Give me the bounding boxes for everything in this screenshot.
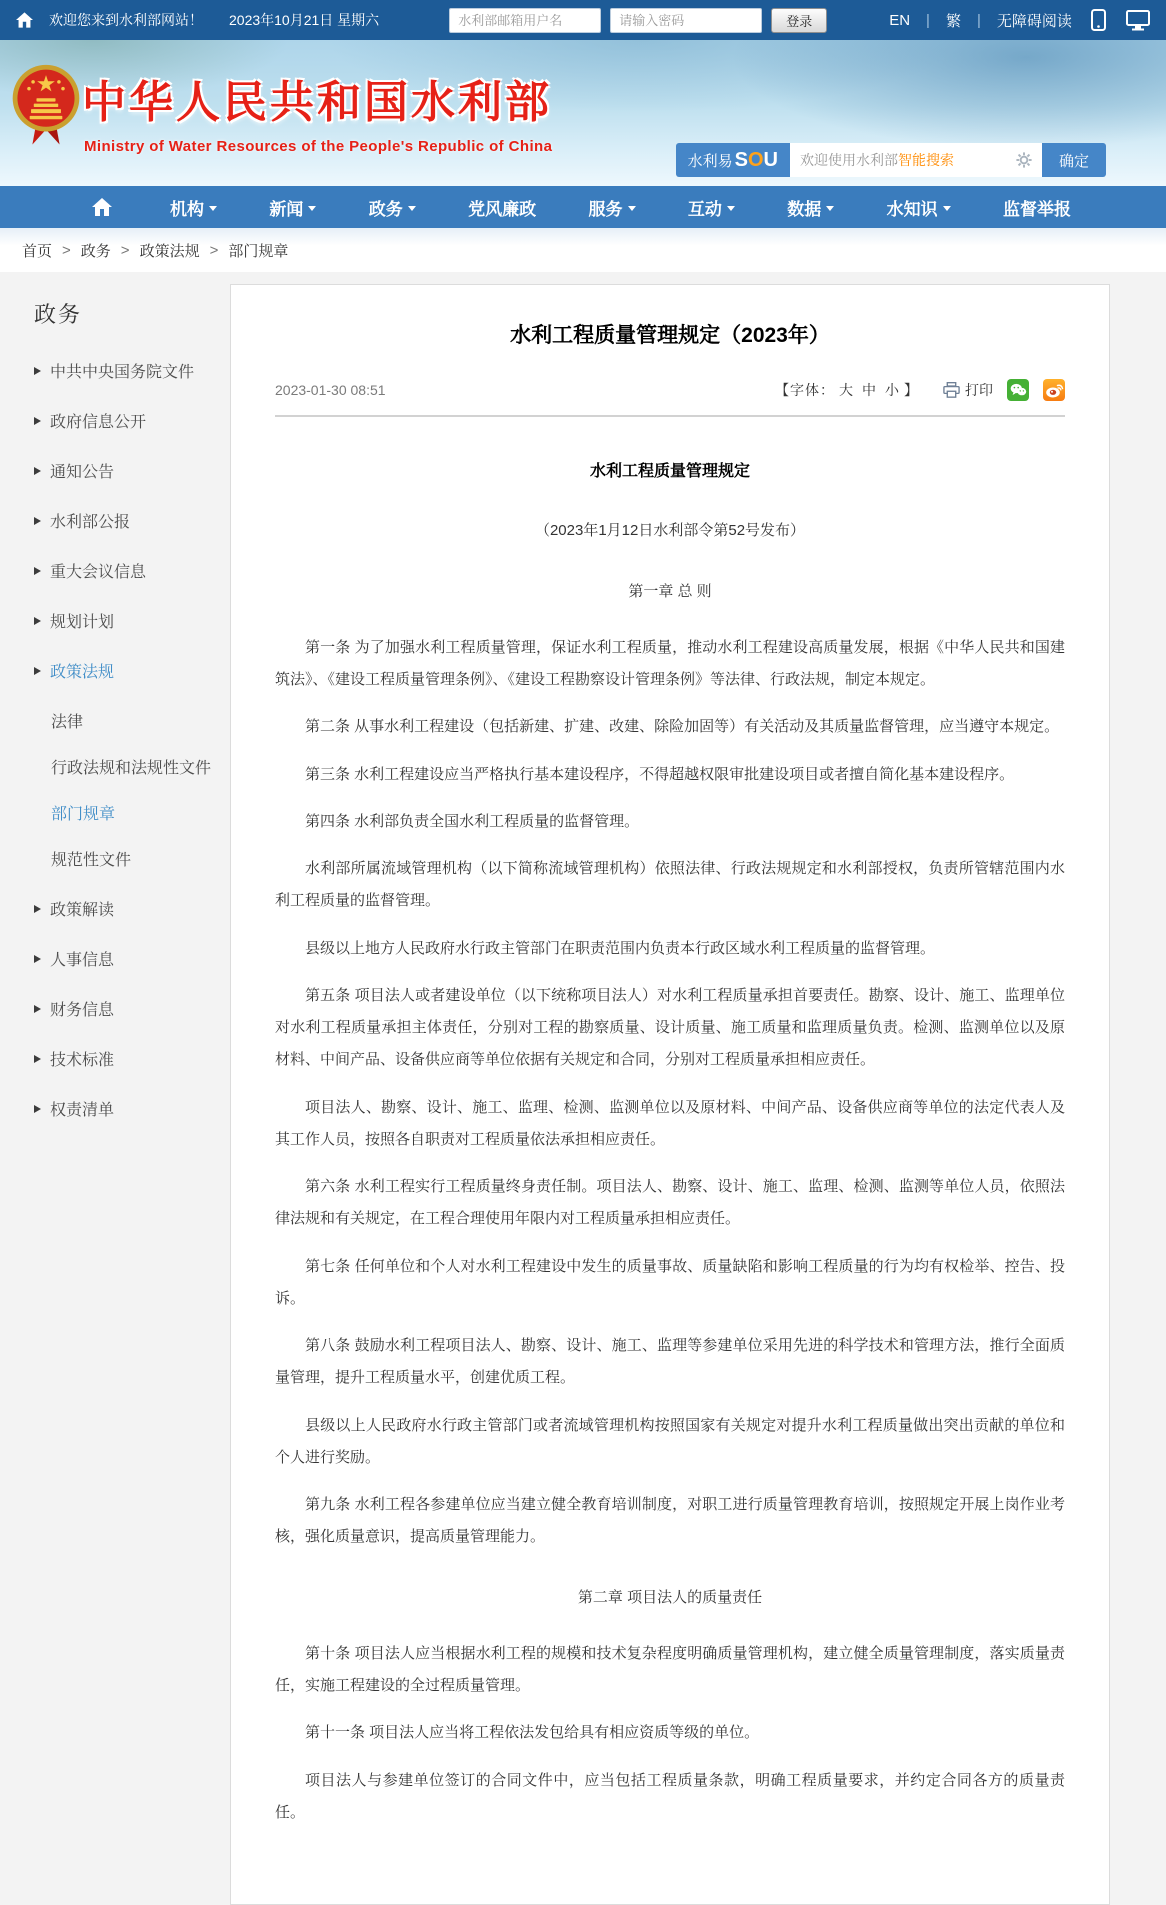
article-paragraph: 第二条 从事水利工程建设（包括新建、扩建、改建、除险加固等）有关活动及其质量监督管理，应当遵守本规定。 [305, 718, 1060, 736]
lang-traditional-link[interactable]: 繁 [945, 12, 961, 30]
triangle-bullet-icon [34, 955, 41, 963]
nav-item[interactable]: 机构 [170, 195, 217, 220]
triangle-bullet-icon [34, 617, 41, 625]
welcome-text: 欢迎您来到水利部网站！ [49, 12, 203, 28]
sidebar-item[interactable]: 中共中央国务院文件 [34, 359, 216, 382]
triangle-bullet-icon [34, 905, 41, 913]
nav-item[interactable]: 数据 [787, 195, 834, 220]
chevron-down-icon [826, 206, 834, 211]
search-settings-gear-icon[interactable] [1016, 152, 1032, 168]
home-icon[interactable] [16, 12, 33, 28]
chevron-down-icon [209, 206, 217, 211]
nav-items [170, 195, 1071, 220]
chevron-down-icon [628, 206, 636, 211]
lang-en-link[interactable]: EN [889, 11, 911, 29]
article-paragraph: 第九条 水利工程各参建单位应当建立健全教育培训制度，对职工进行质量管理教育培训，按照规定开展上岗作业考核，强化质量意识，提高质量管理能力。 [275, 1496, 1065, 1546]
mobile-phone-icon[interactable] [1091, 9, 1106, 31]
login-button[interactable]: 登录 [771, 8, 827, 33]
triangle-bullet-icon [34, 1005, 41, 1013]
triangle-bullet-icon [34, 367, 41, 375]
topbar [0, 0, 1166, 40]
mail-username-input[interactable] [449, 8, 601, 33]
national-emblem-logo [12, 64, 80, 146]
search-brand: 水利易 SOU [676, 143, 790, 177]
nav-item[interactable]: 政务 [369, 195, 416, 220]
sidebar-item[interactable]: 技术标准 [34, 1047, 216, 1070]
sidebar-item[interactable]: 政策解读 [34, 897, 216, 920]
sidebar-item[interactable]: 通知公告 [34, 459, 216, 482]
triangle-bullet-icon [34, 1055, 41, 1063]
font-small-button[interactable]: 小 [885, 382, 900, 398]
article-paragraph: 水利部所属流域管理机构（以下简称流域管理机构）依照法律、行政法规规定和水利部授权，负责所管辖范围内水利工程质量的监督管理。 [275, 860, 1065, 910]
site-banner [0, 40, 1166, 186]
breadcrumb-item[interactable]: 政务 > [80, 241, 130, 260]
nav-item[interactable]: 互动 [688, 195, 735, 220]
nav-item[interactable]: 水知识 [887, 195, 951, 220]
chevron-down-icon [727, 206, 735, 211]
sidebar-item[interactable]: 法律 [51, 714, 84, 731]
desktop-monitor-icon[interactable] [1126, 10, 1150, 31]
article-paragraph: 第一条 为了加强水利工程质量管理，保证水利工程质量，推动水利工程建设高质量发展，根据《中华人民共和国建筑法》、《建设工程质量管理条例》、《建设工程勘察设计管理条例》等法律、行政法规，制定本规定。 [275, 638, 1065, 689]
font-large-button[interactable]: 大 [839, 382, 854, 398]
article-paragraph: 第二章 项目法人的质量责任 [577, 1588, 763, 1606]
chevron-down-icon [408, 206, 416, 211]
sidebar-item[interactable]: 人事信息 [34, 947, 216, 970]
divider: | [926, 11, 930, 29]
triangle-bullet-icon [34, 417, 41, 425]
sidebar-item[interactable]: 规划计划 [34, 609, 216, 632]
article-paragraph: 第十条 项目法人应当根据水利工程的规模和技术复杂程度明确质量管理机构，建立健全质量管理制度，落实质量责任，实施工程建设的全过程质量管理。 [275, 1644, 1065, 1695]
article-paragraph: 第五条 项目法人或者建设单位（以下统称项目法人）对水利工程质量承担首要责任。勘察、设计、施工、监理单位对水利工程质量承担主体责任，分别对工程的勘察质量、设计质量、施工质量和监理质量负责。检测、监测单位以及原材料、中间产品、设备供应商等单位依据有关规定和合同，分别对工程质量承担相应责任。 [275, 986, 1065, 1069]
sidebar-item[interactable]: 重大会议信息 [34, 559, 216, 582]
sidebar-title: 政务 [34, 302, 83, 327]
printer-icon [943, 382, 960, 398]
sidebar-item[interactable]: 政府信息公开 [34, 409, 216, 432]
password-input[interactable] [610, 8, 762, 33]
meta-divider [275, 415, 1065, 417]
breadcrumb-separator: > [62, 241, 71, 259]
article-tools [775, 379, 1065, 401]
chevron-down-icon [308, 206, 316, 211]
article-paragraph: 项目法人与参建单位签订的合同文件中，应当包括工程质量条款，明确工程质量要求，并约定合同各方的质量责任。 [275, 1771, 1065, 1821]
site-title-block [82, 66, 552, 155]
sidebar-item[interactable]: 部门规章 [51, 806, 116, 823]
nav-home-link[interactable] [92, 198, 112, 216]
article-paragraph: 第八条 鼓励水利工程项目法人、勘察、设计、施工、监理等参建单位采用先进的科学技术和管理方法，推行全面质量管理，提升工程质量水平，创建优质工程。 [275, 1337, 1065, 1387]
article-paragraph: 项目法人、勘察、设计、施工、监理、检测、监测单位以及原材料、中间产品、设备供应商等单位的法定代表人及其工作人员，按照各自职责对工程质量依法承担相应责任。 [275, 1098, 1065, 1148]
triangle-bullet-icon [34, 517, 41, 525]
breadcrumb-item[interactable]: 政策法规 > [139, 241, 219, 260]
magnifier-o-icon: O [747, 148, 764, 171]
publish-time: 2023-01-30 08:51 [275, 382, 386, 398]
main-nav [0, 186, 1166, 228]
site-title-en: Ministry of Water Resources of the People's Republic of China [84, 138, 553, 155]
breadcrumb-separator: > [209, 241, 219, 259]
search-submit-button[interactable]: 确定 [1042, 143, 1106, 177]
triangle-bullet-icon [34, 1105, 41, 1113]
nav-item[interactable]: 监督举报 [1003, 199, 1071, 219]
triangle-bullet-icon [34, 567, 41, 575]
accessibility-link[interactable]: 无障碍阅读 [996, 12, 1072, 30]
sidebar-item[interactable]: 行政法规和法规性文件 [51, 760, 212, 777]
print-button[interactable]: 打印 [943, 380, 993, 400]
chevron-down-icon [943, 206, 951, 211]
article-paragraph: 第六条 水利工程实行工程质量终身责任制。项目法人、勘察、设计、施工、监理、检测、监测等单位人员，依照法律法规和有关规定，在工程合理使用年限内对工程质量承担相应责任。 [275, 1178, 1065, 1228]
breadcrumb-item[interactable]: 首页 > [22, 241, 71, 260]
article-paragraph: 第十一条 项目法人应当将工程依法发包给具有相应资质等级的单位。 [305, 1724, 760, 1742]
current-date: 2023年10月21日 星期六 [229, 12, 380, 28]
article-panel [230, 284, 1110, 1905]
site-search [676, 143, 1106, 177]
divider: | [976, 11, 981, 29]
font-size-control: 【字体： 大 中 小 】 [775, 382, 919, 398]
content-area [0, 272, 1166, 1905]
login-area [449, 8, 827, 33]
article-paragraph: 第七条 任何单位和个人对水利工程建设中发生的质量事故、质量缺陷和影响工程质量的行为均有权检举、控告、投诉。 [275, 1257, 1065, 1307]
triangle-bullet-icon [34, 467, 41, 475]
article-paragraph: 第三条 水利工程建设应当严格执行基本建设程序，不得超越权限审批建设项目或者擅自简化基本建设程序。 [305, 765, 1015, 783]
article-meta [275, 379, 1065, 401]
sidebar-item[interactable]: 权责清单 [34, 1097, 216, 1120]
article-paragraph: （2023年1月12日水利部令第52号发布） [534, 522, 806, 540]
nav-item[interactable]: 新闻 [269, 195, 316, 220]
article-body [275, 427, 1065, 1829]
sidebar [10, 284, 216, 1905]
article-paragraph: 第一章 总 则 [628, 582, 712, 600]
article-paragraph: 第四条 水利部负责全国水利工程质量的监督管理。 [305, 812, 640, 830]
sidebar-menu [34, 359, 216, 1120]
article-paragraph: 水利工程质量管理规定 [589, 463, 750, 480]
breadcrumb-item[interactable]: 部门规章 [228, 242, 289, 260]
language-links [889, 10, 1072, 31]
breadcrumb [0, 228, 1166, 272]
nav-item[interactable]: 服务 [589, 195, 636, 220]
site-title-cn: 中华人民共和国水利部 [82, 78, 552, 127]
font-medium-button[interactable]: 中 [862, 382, 877, 398]
device-links [1091, 9, 1150, 31]
sidebar-item[interactable]: 水利部公报 [34, 509, 216, 532]
sidebar-item[interactable]: 规范性文件 [51, 852, 132, 869]
article-paragraph: 县级以上地方人民政府水行政主管部门在职责范围内负责本行政区域水利工程质量的监督管理。 [305, 939, 936, 957]
wechat-share-icon[interactable] [1007, 379, 1029, 401]
search-input[interactable]: 欢迎使用水利部 智能搜索 [790, 143, 1042, 177]
triangle-bullet-icon [34, 667, 41, 675]
breadcrumb-separator: > [120, 241, 130, 259]
article-paragraph: 县级以上人民政府水行政主管部门或者流域管理机构按照国家有关规定对提升水利工程质量做出突出贡献的单位和个人进行奖励。 [275, 1416, 1065, 1466]
sidebar-item[interactable]: 政策法规 [34, 659, 216, 682]
sidebar-item[interactable]: 财务信息 [34, 997, 216, 1020]
nav-item[interactable]: 党风廉政 [468, 199, 537, 219]
weibo-share-icon[interactable] [1043, 379, 1065, 401]
page-title: 水利工程质量管理规定（2023年） [510, 324, 830, 347]
